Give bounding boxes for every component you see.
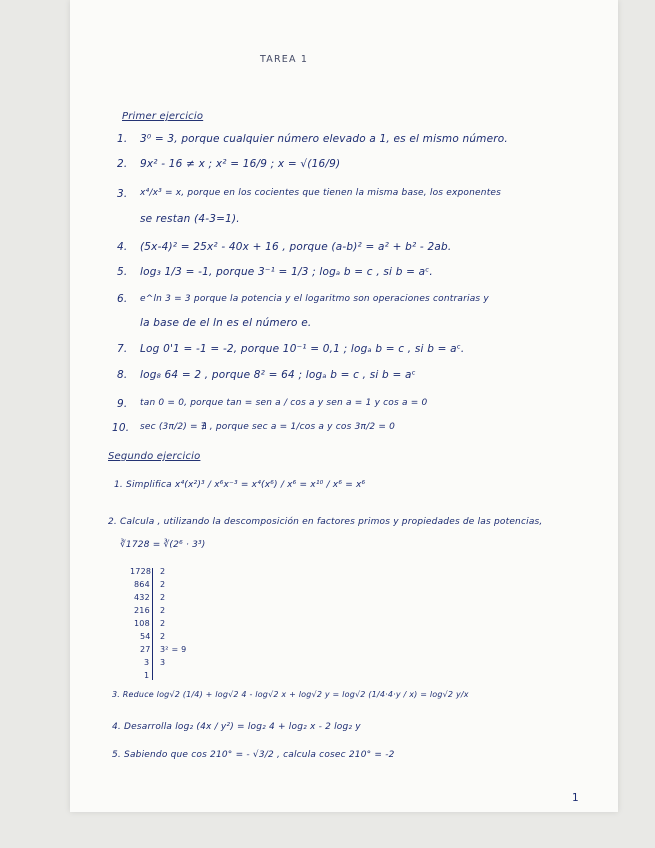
item-number: 1. [117, 133, 128, 145]
item-number: 3. [117, 188, 128, 200]
item-text: se restan (4-3=1). [140, 213, 240, 225]
factor-prime: 2 [160, 567, 166, 576]
factor-dividend: 216 [134, 606, 150, 615]
factor-dividend: 3 [144, 658, 150, 667]
factor-dividend: 1728 [130, 567, 152, 576]
item-number: 7. [117, 343, 128, 355]
item-number: 6. [117, 293, 128, 305]
item-text: Log 0'1 = -1 = -2, porque 10⁻¹ = 0,1 ; logₐ b = c , si b = aᶜ. [140, 343, 465, 355]
factor-prime: 2 [160, 580, 166, 589]
simplify-exercise: 1. Simplifica x⁴(x²)³ / x⁶x⁻³ = x⁴(x⁶) / x⁶ = x¹⁰ / x⁶ = x⁶ [114, 480, 366, 490]
page-title: TAREA 1 [260, 54, 309, 65]
develop-exercise: 4. Desarrolla log₂ (4x / y²) = log₂ 4 + log₂ x - 2 log₂ y [112, 722, 361, 732]
item-number: 5. [117, 266, 128, 278]
factor-prime: 2 [160, 632, 166, 641]
factor-dividend: 108 [134, 619, 150, 628]
item-text: 9x² - 16 ≠ x ; x² = 16/9 ; x = √(16/9) [140, 158, 341, 170]
item-text: log₈ 64 = 2 , porque 8² = 64 ; logₐ b = c , si b = aᶜ [140, 369, 416, 381]
reduce-exercise: 3. Reduce log√2 (1/4) + log√2 4 - log√2 x + log√2 y = log√2 (1/4·4·y / x) = log√2 y/x [112, 690, 469, 699]
item-text: log₃ 1/3 = -1, porque 3⁻¹ = 1/3 ; logₐ b = c , si b = aᶜ. [140, 266, 433, 278]
factor-dividend: 432 [134, 593, 150, 602]
factor-prime: 2 [160, 593, 166, 602]
item-text: sec (3π/2) = ∄ , porque sec a = 1/cos a y cos 3π/2 = 0 [140, 422, 396, 432]
factor-prime: 3 [160, 658, 166, 667]
item-text: x⁴/x³ = x, porque en los cocientes que tienen la misma base, los exponentes [140, 188, 502, 198]
calculate-exercise: 2. Calcula , utilizando la descomposición en factores primos y propiedades de las potencias, [108, 517, 543, 527]
factor-dividend: 1 [144, 671, 150, 680]
section-heading-2: Segundo ejercicio [108, 451, 201, 462]
knowing-exercise: 5. Sabiendo que cos 210° = - √3/2 , calcula cosec 210° = -2 [112, 750, 395, 760]
item-text: la base de el ln es el número e. [140, 317, 312, 329]
item-text: (5x-4)² = 25x² - 40x + 16 , porque (a-b)² = a² + b² - 2ab. [140, 241, 452, 253]
item-text: 3⁰ = 3, porque cualquier número elevado a 1, es el mismo número. [140, 133, 508, 145]
factor-dividend: 54 [140, 632, 151, 641]
factor-prime: 3² = 9 [160, 645, 187, 654]
item-number: 2. [117, 158, 128, 170]
factor-dividend: 864 [134, 580, 150, 589]
item-number: 4. [117, 241, 128, 253]
item-text: tan 0 = 0, porque tan = sen a / cos a y sen a = 1 y cos a = 0 [140, 398, 428, 408]
factor-divider [152, 568, 153, 680]
factor-prime: 2 [160, 606, 166, 615]
factor-prime: 2 [160, 619, 166, 628]
item-number: 10. [112, 422, 130, 434]
section-heading-1: Primer ejercicio [122, 111, 204, 122]
item-number: 9. [117, 398, 128, 410]
factor-dividend: 27 [140, 645, 151, 654]
page-number: 1 [572, 792, 579, 804]
item-text: e^ln 3 = 3 porque la potencia y el logaritmo son operaciones contrarias y [140, 294, 489, 304]
cube-root-expression: ∛1728 = ∛(2⁶ · 3³) [120, 540, 206, 550]
item-number: 8. [117, 369, 128, 381]
